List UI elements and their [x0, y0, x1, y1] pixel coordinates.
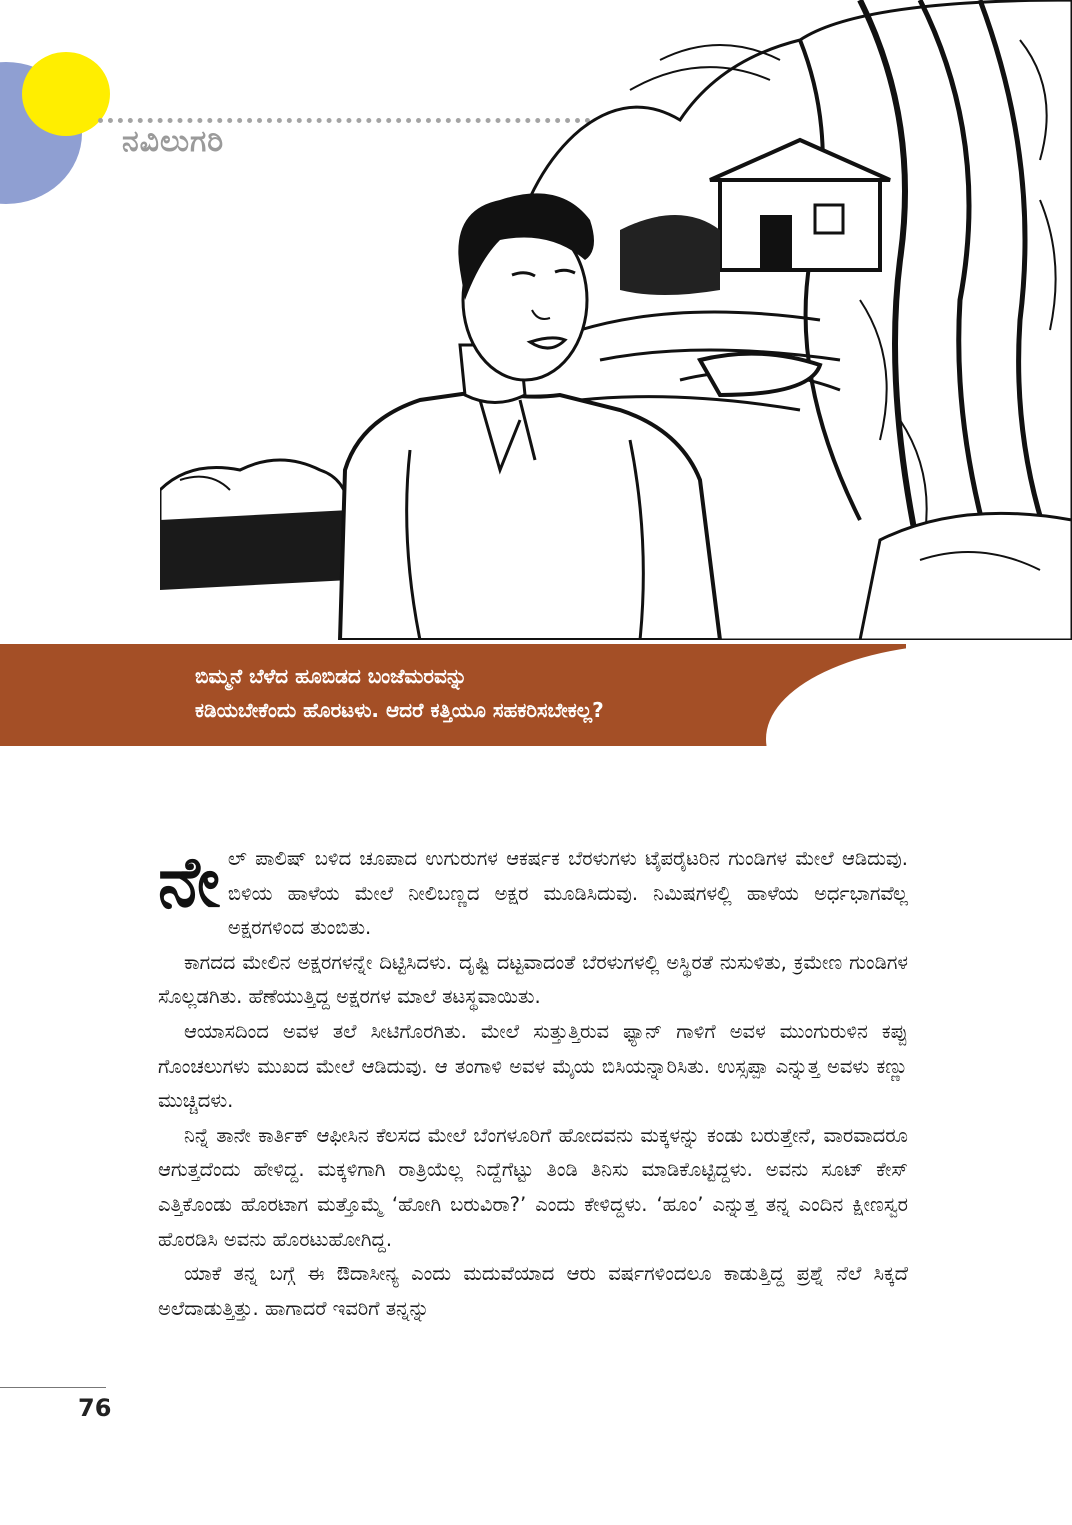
- paragraph: ಕಾಗದದ ಮೇಲಿನ ಅಕ್ಷರಗಳನ್ನೇ ದಿಟ್ಟಿಸಿದಳು. ದೃಷ್ಟಿ ದಟ್ಟವಾದಂತೆ ಬೆರಳುಗಳಲ್ಲಿ ಅಸ್ಥಿರತೆ ನುಸುಳಿತು, ಕ್ರಮೇಣ ಗುಂಡಿಗಳ ಸೊಲ್ಲಡಗಿತು. ಹೆಣೆಯುತ್ತಿದ್ದ ಅಕ್ಷರಗಳ ಮಾಲೆ ತಟಸ್ಥವಾಯಿತು.: [158, 950, 908, 1009]
- caption-banner: [0, 644, 906, 746]
- story-illustration: [160, 0, 1072, 640]
- rocks-drawing: [160, 460, 350, 590]
- banner-caption-line-1: ಬಿಮ್ಮನೆ ಬೆಳೆದ ಹೂಬಿಡದ ಬಂಜೆಮರವನ್ನು: [195, 664, 468, 688]
- decorative-yellow-circle: [22, 52, 110, 136]
- paragraph: ನಿನ್ನೆ ತಾನೇ ಕಾರ್ತಿಕ್ ಆಫೀಸಿನ ಕೆಲಸದ ಮೇಲೆ ಬೆಂಗಳೂರಿಗೆ ಹೋದವನು ಮಕ್ಕಳನ್ನು ಕಂಡು ಬರುತ್ತೇನೆ, ವಾರವಾದರೂ ಆಗುತ್ತದೆಂದು ಹೇಳಿದ್ದ. ಮಕ್ಕಳಿಗಾಗಿ ರಾತ್ರಿಯೆಲ್ಲ ನಿದ್ದೆಗೆಟ್ಟು ತಿಂಡಿ ತಿನಿಸು ಮಾಡಿಕೊಟ್ಟಿದ್ದಳು. ಅವನು ಸೂಟ್ ಕೇಸ್ ಎತ್ತಿಕೊಂಡು ಹೊರಟಾಗ ಮತ್ತೊಮ್ಮೆ ‘ಹೋಗಿ ಬರುವಿರಾ?’ ಎಂದು ಕೇಳಿದ್ದಳು. ‘ಹೂಂ’ ಎನ್ನುತ್ತ ತನ್ನ ಎಂದಿನ ಕ್ಷೀಣಸ್ವರ ಹೊರಡಿಸಿ ಅವನು ಹೊರಟುಹೋಗಿದ್ದ.: [158, 1123, 908, 1251]
- paragraph: ಯಾಕೆ ತನ್ನ ಬಗ್ಗೆ ಈ ಔದಾಸೀನ್ಯ ಎಂದು ಮದುವೆಯಾದ ಆರು ವರ್ಷಗಳಿಂದಲೂ ಕಾಡುತ್ತಿದ್ದ ಪ್ರಶ್ನೆ ನೆಲೆ ಸಿಕ್ಕದೆ ಅಲೆದಾಡುತ್ತಿತ್ತು. ಹಾಗಾದರೆ ಇವರಿಗೆ ತನ್ನನ್ನು: [158, 1262, 908, 1320]
- drop-cap: ನೇ: [158, 841, 220, 923]
- paragraph: ಆಯಾಸದಿಂದ ಅವಳ ತಲೆ ಸೀಟಿಗೊರಗಿತು. ಮೇಲೆ ಸುತ್ತುತ್ತಿರುವ ಫ್ಯಾನ್ ಗಾಳಿಗೆ ಅವಳ ಮುಂಗುರುಳಿನ ಕಪ್ಪು ಗೊಂಚಲುಗಳು ಮುಖದ ಮೇಲೆ ಆಡಿದುವು. ಆ ತಂಗಾಳಿ ಅವಳ ಮೈಯ ಬಿಸಿಯನ್ನಾರಿಸಿತು. ಉಸ್ಸಪ್ಪಾ ಎನ್ನುತ್ತ ಅವಳು ಕಣ್ಣು ಮುಚ್ಚಿದಳು.: [158, 1019, 908, 1113]
- page-number: 76: [78, 1394, 112, 1422]
- paragraph-text: ಲ್ ಪಾಲಿಷ್ ಬಳಿದ ಚೂಪಾದ ಉಗುರುಗಳ ಆಕರ್ಷಕ ಬೆರಳುಗಳು ಟೈಪರೈಟರಿನ ಗುಂಡಿಗಳ ಮೇಲೆ ಆಡಿದುವು. ಬಿಳಿಯ ಹಾಳೆಯ ಮೇಲೆ ನೀಲಿಬಣ್ಣದ ಅಕ್ಷರ ಮೂಡಿಸಿದುವು. ನಿಮಿಷಗಳಲ್ಲಿ ಹಾಳೆಯ ಅರ್ಧಭಾಗವೆಲ್ಲ ಅಕ್ಷರಗಳಿಂದ ತುಂಬಿತು.: [227, 847, 908, 940]
- story-text: [158, 842, 908, 1326]
- section-title: ನವಿಲುಗರಿ: [122, 124, 225, 159]
- paragraph: [158, 842, 908, 946]
- banner-caption-line-2: ಕಡಿಯಬೇಕೆಂದು ಹೊರಟಳು. ಆದರೆ ಕತ್ತಿಯೂ ಸಹಕರಿಸಬೇಕಲ್ಲ?: [195, 698, 604, 722]
- footer-rule: [0, 1387, 106, 1388]
